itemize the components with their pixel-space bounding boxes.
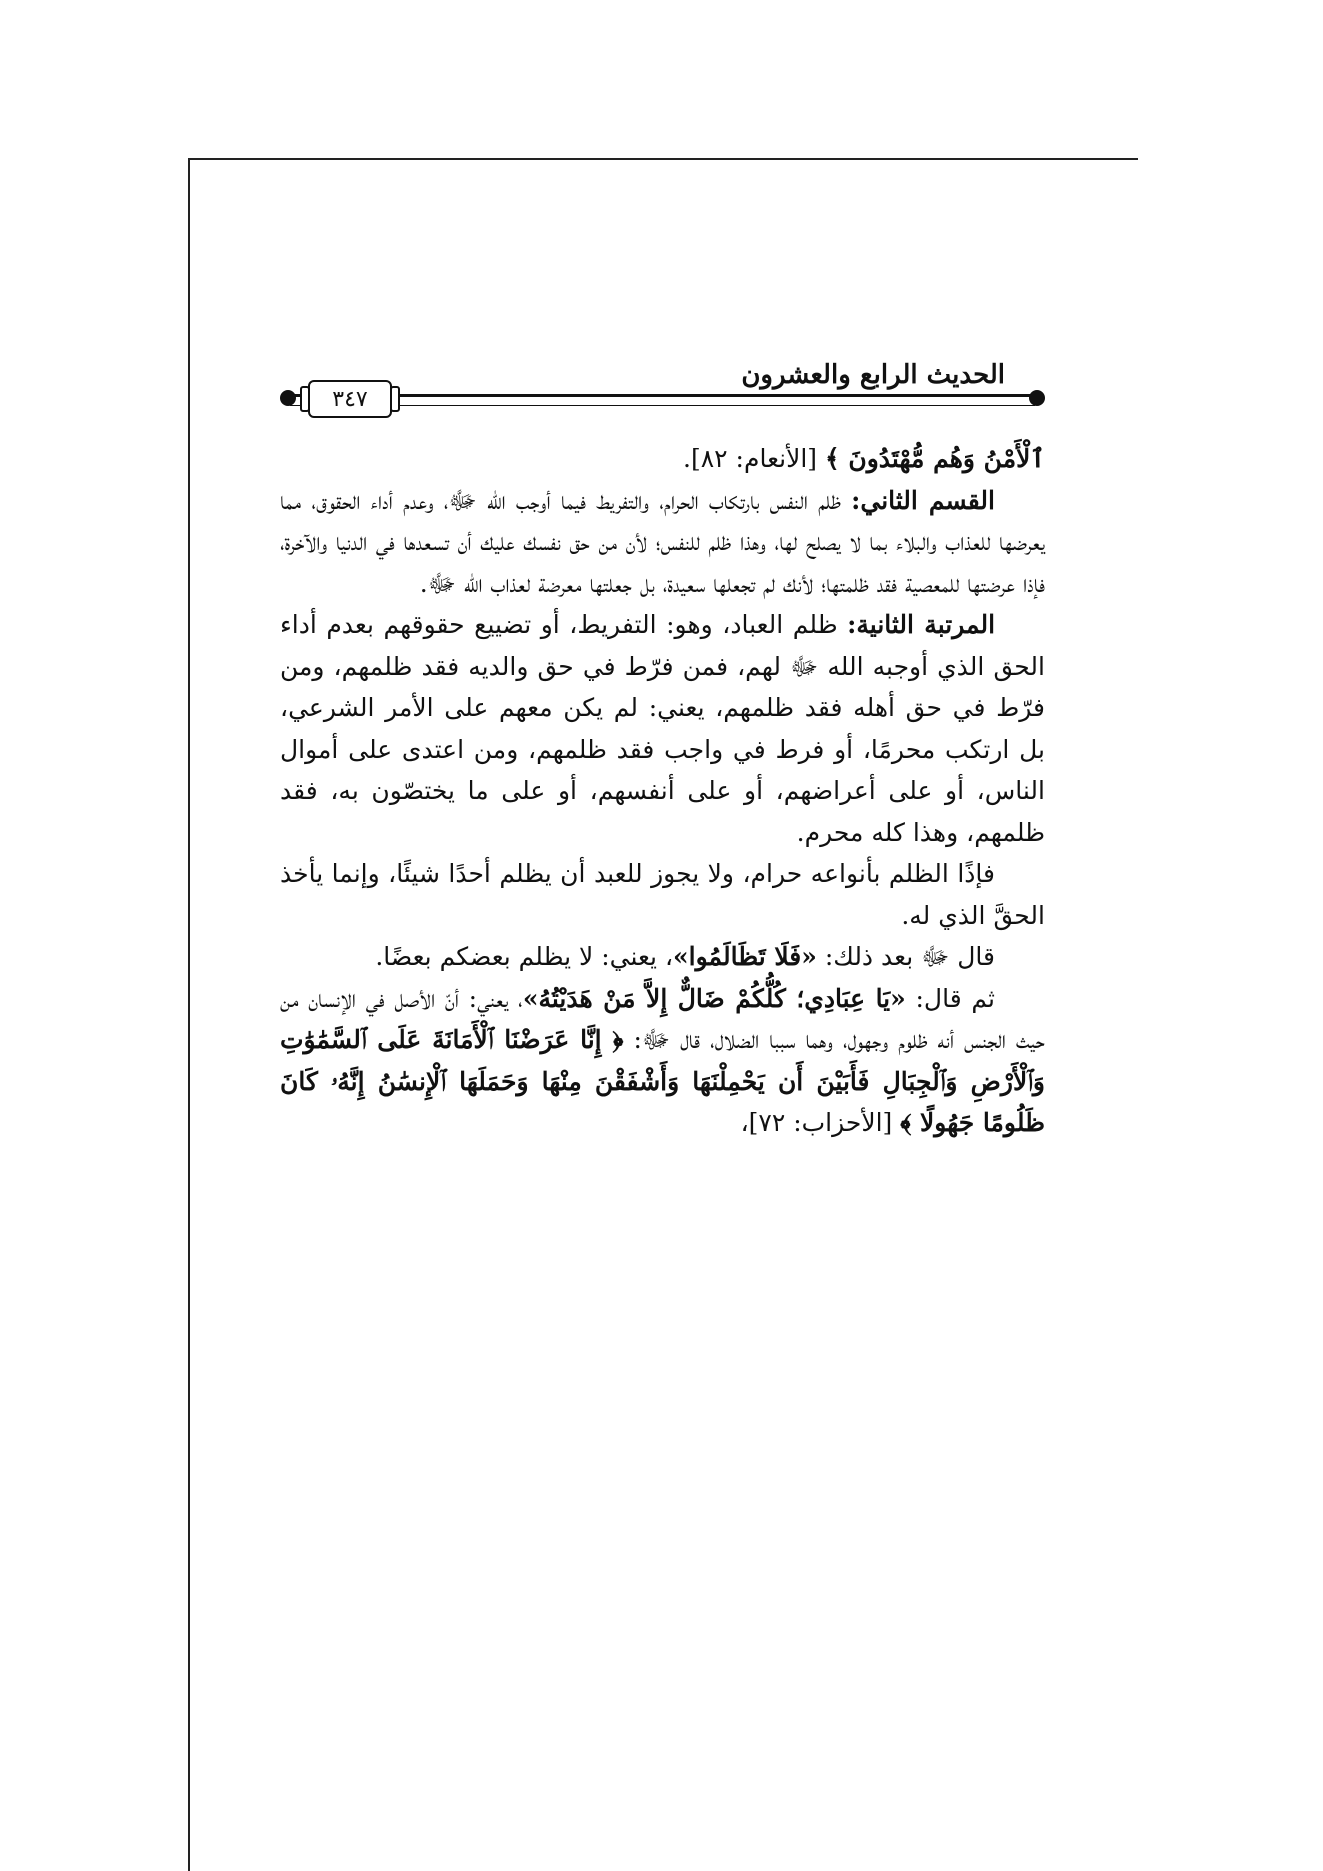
crop-mark-top [188,158,1138,160]
running-title: الحديث الرابع والعشرون [741,360,1005,390]
crop-mark-left [188,158,190,1871]
section-term: المرتبة الثانية: [847,610,996,639]
paragraph-text: فإذًا الظلم بأنواعه حرام، ولا يجوز للعبد أن يظلم أحدًا شيئًا، وإنما يأخذ الحقَّ الذي له. [280,859,1045,930]
paragraph-text: ، يعني: لا يظلم بعضكم بعضًا. [375,942,674,971]
header-rule [290,394,1035,406]
paragraph-text: ثم قال: [905,983,995,1013]
header-ornament-dot-left [280,390,296,406]
paragraph [280,978,1045,1144]
quran-verse: ٱلْأَمْنُ وَهُم مُّهْتَدُونَ ﴾ [825,444,1045,473]
page-header [280,360,1045,430]
paragraph-text: ، يعني: أنّ الأصل في الإنسان من حيث الجنس أنه ظلوم وجهول، وهما سببا الضلال، قال ﷻ: [280,983,1045,1054]
paragraph-text: [الأحزاب: ٧٢]، [740,1108,901,1137]
page-body [280,438,1045,1144]
paragraph [280,853,1045,936]
quran-verse: ﴿ إِنَّا عَرَضْنَا ٱلْأَمَانَةَ عَلَى ٱلسَّمَٰوَٰتِ وَٱلْأَرْضِ وَٱلْجِبَالِ فَأَبَيْنَ أَن يَحْمِلْنَهَا وَأَشْفَقْنَ مِنْهَا وَحَمَلَهَا ٱلْإِنسَٰنُ إِنَّهُۥ كَانَ ظَلُومًا جَهُولًا ﴾ [280,1025,1045,1137]
paragraph [280,936,1045,978]
paragraph-text: قال ﷻ بعد ذلك: [816,942,995,971]
header-ornament-dot-right [1029,390,1045,406]
paragraph [280,480,1045,605]
page-number: ٣٤٧ [332,386,368,412]
paragraph [280,604,1045,853]
paragraph-text: ظلم النفس بارتكاب الحرام، والتفريط فيما أوجب الله ﷻ، وعدم أداء الحقوق، مما يعرضها للعذاب والبلاء بما لا يصلح لها، وهذا ظلم للنفس؛ لأن من حق نفسك عليك أن تسعدها في الدنيا والآخرة، فإذا عرضتها للمعصية فقد ظلمتها؛ لأنك لم تجعلها سعيدة، بل جعلتها معرضة لعذاب الله ﷻ. [280,485,1045,598]
hadith-quote: «يَا عِبَادِي؛ كُلُّكُمْ ضَالٌّ إِلاَّ مَنْ هَدَيْتُهُ» [522,983,906,1013]
section-term: القسم الثاني: [851,485,995,515]
paragraph [280,438,1045,480]
paragraph-text: ظلم العباد، وهو: التفريط، أو تضييع حقوقهم بعدم أداء الحق الذي أوجبه الله ﷻ لهم، فمن فرّط في حق والديه فقد ظلمهم، ومن فرّط في حق أهله فقد ظلمهم، يعني: لم يكن معهم على الأمر الشرعي، بل ارتكب محرمًا، أو فرط في واجب فقد ظلمهم، ومن اعتدى على أموال الناس، أو على أعراضهم، أو على أنفسهم، أو على ما يختصّون به، فقد ظلمهم، وهذا كله محرم. [280,610,1045,847]
hadith-quote: «فَلَا تَظَالَمُوا» [673,942,817,971]
page-number-frame [308,380,392,418]
book-page [280,360,1045,1500]
paragraph-text: [الأنعام: ٨٢]. [683,444,825,473]
